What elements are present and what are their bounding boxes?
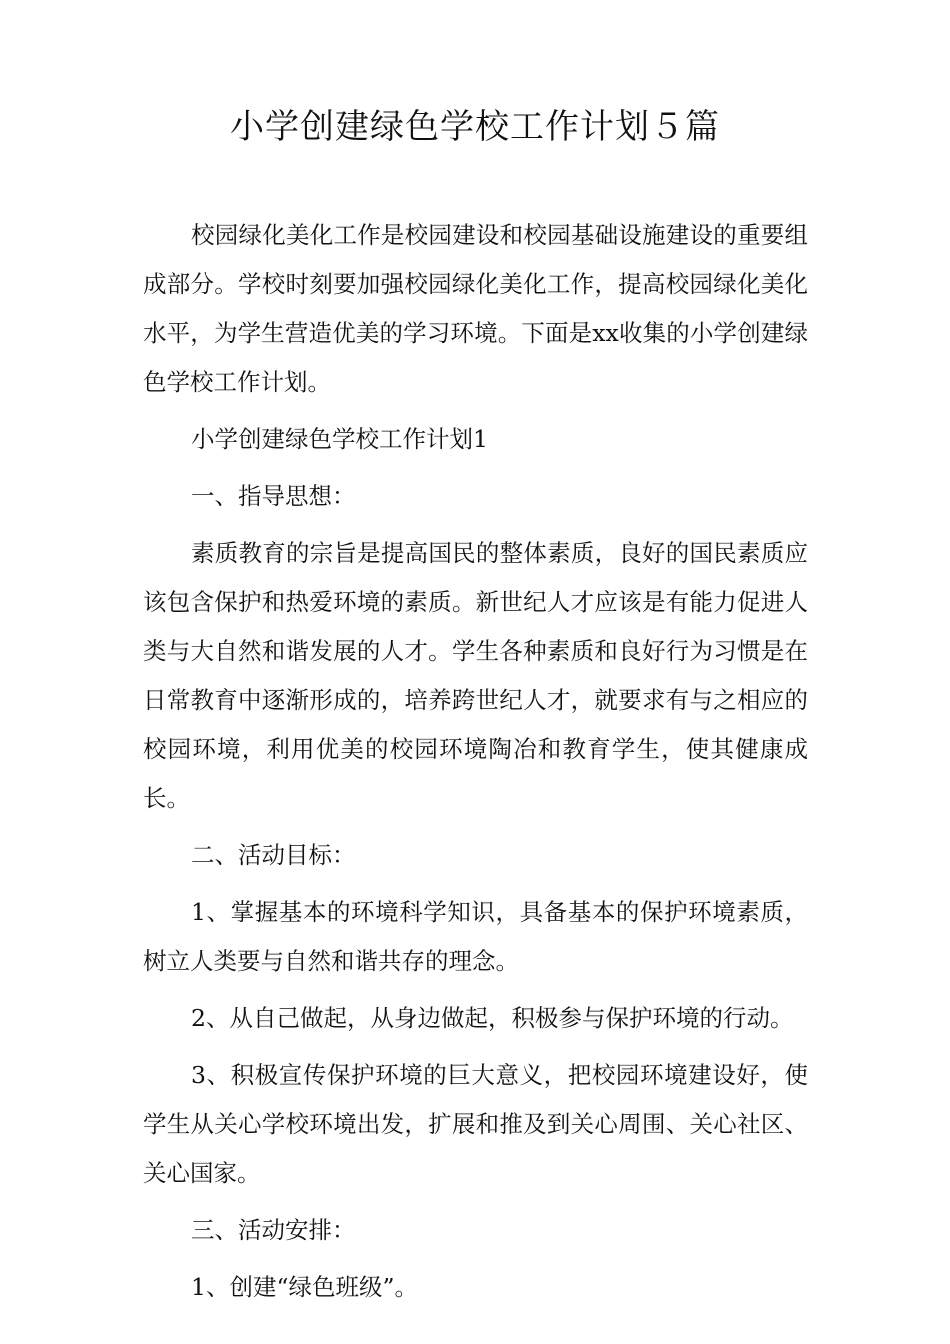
goal-item-3: 3、积极宣传保护环境的巨大意义，把校园环境建设好，使学生从关心学校环境出发，扩展和推及到关心周围、关心社区、关心国家。 — [143, 1061, 808, 1187]
goal-item-2: 2、从自己做起，从身边做起，积极参与保护环境的行动。 — [191, 1004, 794, 1032]
plan-subtitle: 小学创建绿色学校工作计划1 — [191, 425, 488, 453]
goal-item-1: 1、掌握基本的环境科学知识，具备基本的保护环境素质，树立人类要与自然和谐共存的理念。 — [143, 898, 808, 975]
document-title: 小学创建绿色学校工作计划５篇 — [230, 107, 720, 147]
section-heading-activity-arrangement: 三、活动安排： — [191, 1216, 356, 1244]
section-heading-activity-goals: 二、活动目标： — [191, 841, 356, 869]
document-body — [143, 211, 808, 1312]
arrangement-item-1: 1、创建“绿色班级”。 — [191, 1273, 418, 1301]
intro-paragraph: 校园绿化美化工作是校园建设和校园基础设施建设的重要组成部分。学校时刻要加强校园绿化美化工作，提高校园绿化美化水平，为学生营造优美的学习环境。下面是xx收集的小学创建绿色学校工作计划。 — [143, 221, 808, 396]
section-heading-guiding-ideology: 一、指导思想： — [191, 482, 356, 510]
guiding-ideology-paragraph: 素质教育的宗旨是提高国民的整体素质，良好的国民素质应该包含保护和热爱环境的素质。新世纪人才应该是有能力促进人类与大自然和谐发展的人才。学生各种素质和良好行为习惯是在日常教育中逐渐形成的，培养跨世纪人才，就要求有与之相应的校园环境，利用优美的校园环境陶冶和教育学生，使其健康成长。 — [143, 539, 808, 812]
